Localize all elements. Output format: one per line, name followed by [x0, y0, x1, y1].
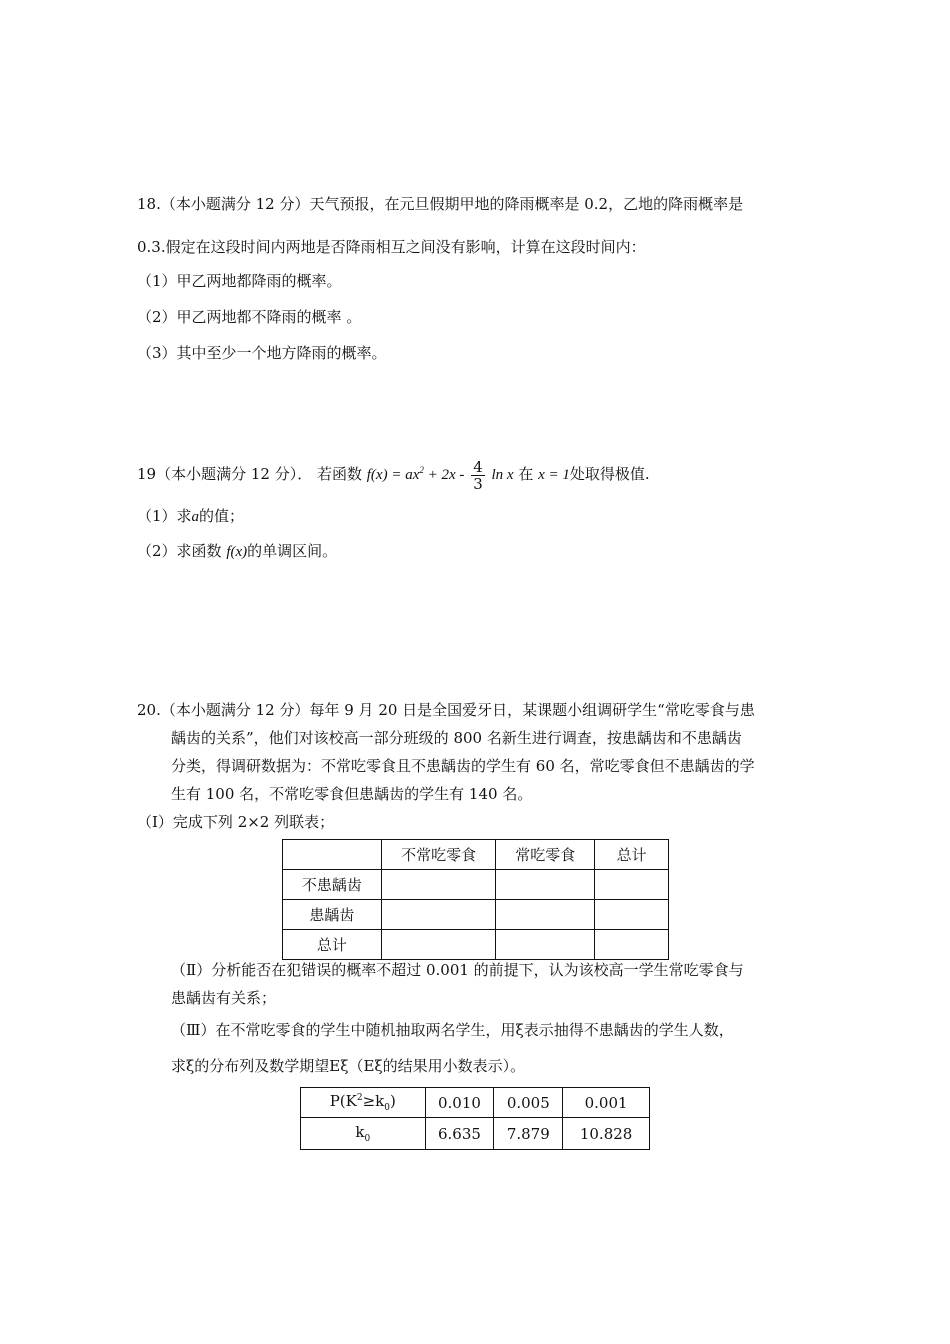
q18-item-1: （1）甲乙两地都降雨的概率。: [137, 272, 342, 290]
q20-line-2: 龋齿的关系”，他们对该校高一部分班级的 800 名新生进行调查，按患龋齿和不患龋齿: [171, 729, 742, 747]
q18-line-2: 0.3.假定在这段时间内两地是否降雨相互之间没有影响，计算在这段时间内：: [137, 238, 646, 256]
table-cell: 10.828: [563, 1118, 650, 1150]
q20-line-3: 分类，得调研数据为：不常吃零食且不患龋齿的学生有 60 名，常吃零食但不患龋齿的学: [171, 757, 755, 775]
q20-part-3-line-1: （Ⅲ）在不常吃零食的学生中随机抽取两名学生，用ξ表示抽得不患龋齿的学生人数，: [171, 1021, 734, 1039]
table-row: [283, 900, 669, 930]
table-cell: 0.001: [563, 1088, 650, 1118]
row-label: 不患龋齿: [283, 870, 382, 900]
table-cell: 0.005: [494, 1088, 563, 1118]
row-label: 总计: [283, 930, 382, 960]
header-cell: [283, 840, 382, 870]
q18-item-2: （2）甲乙两地都不降雨的概率 。: [137, 308, 362, 326]
q19-item-1: （1）求a的值；: [137, 507, 245, 525]
empty-cell: [496, 930, 595, 960]
q20-part-2-line-1: （Ⅱ）分析能否在犯错误的概率不超过 0.001 的前提下，认为该校高一学生常吃零食与: [171, 961, 744, 979]
header-cell: 总计: [595, 840, 669, 870]
empty-cell: [595, 870, 669, 900]
critical-value-table: [300, 1087, 650, 1150]
empty-cell: [381, 930, 496, 960]
q19-ln-term: ln x: [491, 467, 514, 483]
header-cell: 常吃零食: [496, 840, 595, 870]
table-row: [283, 870, 669, 900]
table-cell: 6.635: [425, 1118, 494, 1150]
table-row: [283, 930, 669, 960]
q19-function: $f(x) = ax^2 + 2x$ -: [366, 465, 465, 483]
table-cell: 7.879: [494, 1118, 563, 1150]
q19-item-2: （2）求函数 f(x)的单调区间。: [137, 542, 338, 560]
empty-cell: [595, 900, 669, 930]
empty-cell: [595, 930, 669, 960]
q20-part-2-line-2: 患龋齿有关系；: [171, 989, 277, 1007]
contingency-header-row: [283, 840, 669, 870]
header-cell: 不常吃零食: [381, 840, 496, 870]
q19-fraction: $\frac{4}{3}$: [473, 457, 483, 493]
table-row: [301, 1118, 650, 1150]
contingency-table: [282, 839, 669, 960]
empty-cell: [496, 870, 595, 900]
empty-cell: [496, 900, 595, 930]
q19-condition: x = 1: [538, 467, 570, 483]
table-row: [301, 1088, 650, 1118]
row-label: 患龋齿: [283, 900, 382, 930]
table-cell: 0.010: [425, 1088, 494, 1118]
q20-line-4: 生有 100 名，不常吃零食但患龋齿的学生有 140 名。: [171, 785, 533, 803]
empty-cell: [381, 870, 496, 900]
q19-prefix: 19（本小题满分 12 分）． 若函数: [137, 465, 362, 483]
row-label: $k_0$: [301, 1118, 426, 1150]
q20-part-3-line-2: 求ξ的分布列及数学期望Eξ（Eξ的结果用小数表示）。: [171, 1057, 526, 1075]
q20-part-1: （Ⅰ）完成下列 2×2 列联表；: [137, 813, 335, 831]
q19-stem: 19（本小题满分 12 分）． 若函数 $f(x) = ax^2 + 2x$ - $\frac{4}{3}$ ln x 在 x = 1处取得极值.: [137, 457, 650, 493]
q19-suffix: 处取得极值.: [569, 465, 650, 483]
empty-cell: [381, 900, 496, 930]
row-label: $P(K^2\ge k_0)$: [301, 1088, 426, 1118]
q18-line-1: 18.（本小题满分 12 分）天气预报，在元旦假期甲地的降雨概率是 0.2，乙地的降雨概率是: [137, 195, 744, 213]
q20-line-1: 20.（本小题满分 12 分）每年 9 月 20 日是全国爱牙日，某课题小组调研学生“常吃零食与患: [137, 701, 755, 719]
q18-item-3: （3）其中至少一个地方降雨的概率。: [137, 344, 387, 362]
